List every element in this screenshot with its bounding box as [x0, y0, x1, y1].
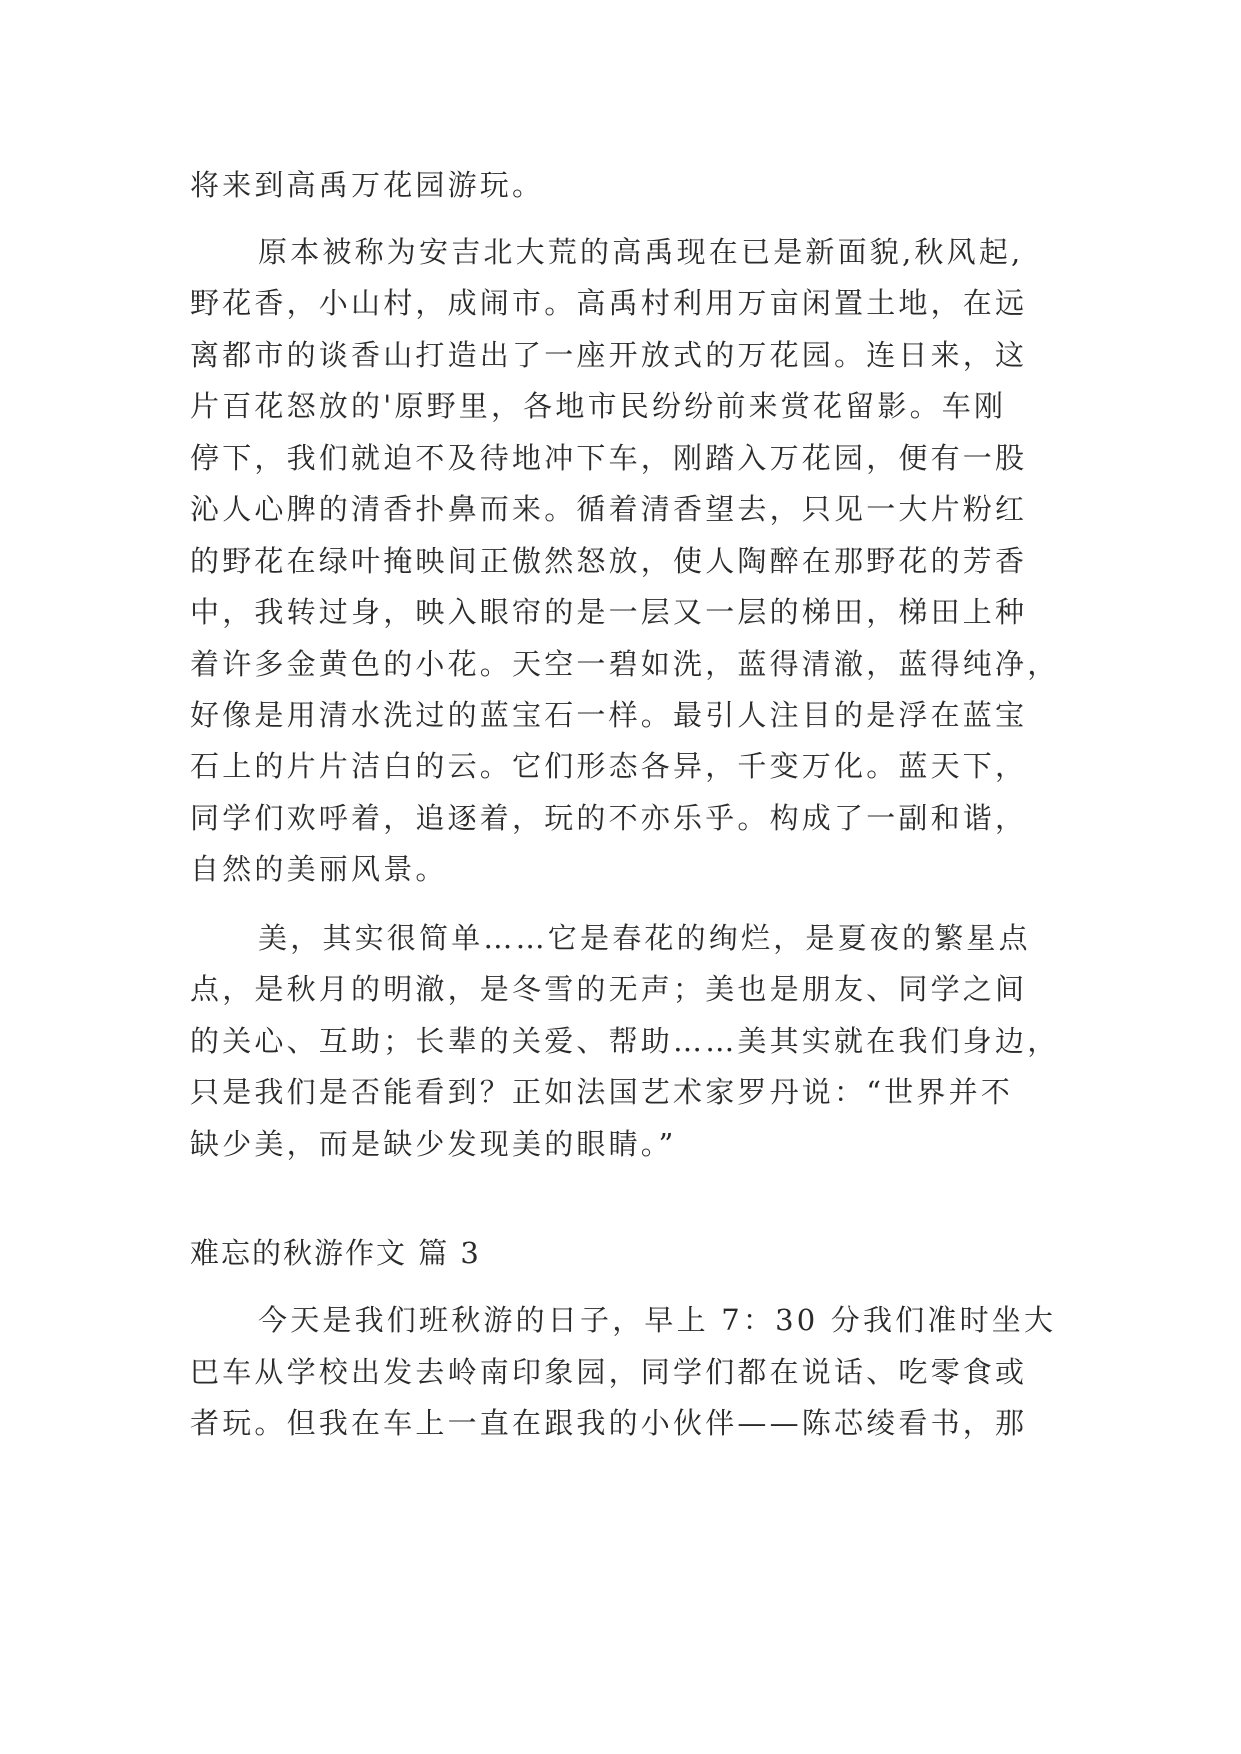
- paragraph-2-line-5: 停下，我们就迫不及待地冲下车，刚踏入万花园，便有一股: [190, 441, 1028, 475]
- paragraph-3-line-2: 点，是秋月的明澈，是冬雪的无声；美也是朋友、同学之间: [190, 972, 1028, 1006]
- paragraph-4-line-1: 今天是我们班秋游的日子，早上 7：30 分我们准时坐大: [258, 1303, 1057, 1337]
- paragraph-2-line-13: 自然的美丽风景。: [190, 852, 448, 886]
- paragraph-2-line-4: 片百花怒放的'原野里，各地市民纷纷前来赏花留影。车刚: [190, 389, 1007, 423]
- paragraph-3-line-5: 缺少美，而是缺少发现美的眼睛。”: [190, 1127, 677, 1161]
- paragraph-2-line-12: 同学们欢呼着，追逐着，玩的不亦乐乎。构成了一副和谐，: [190, 801, 1028, 835]
- paragraph-2-line-6: 沁人心脾的清香扑鼻而来。循着清香望去，只见一大片粉红: [190, 492, 1028, 526]
- paragraph-3-line-1: 美，其实很简单……它是春花的绚烂，是夏夜的繁星点: [258, 921, 1031, 955]
- paragraph-1-line-1: 将来到高禹万花园游玩。: [190, 168, 545, 202]
- paragraph-2-line-10: 好像是用清水洗过的蓝宝石一样。最引人注目的是浮在蓝宝: [190, 698, 1028, 732]
- paragraph-2-line-8: 中，我转过身，映入眼帘的是一层又一层的梯田，梯田上种: [190, 595, 1028, 629]
- paragraph-2-line-9: 着许多金黄色的小花。天空一碧如洗，蓝得清澈，蓝得纯净，: [190, 647, 1060, 681]
- paragraph-2-line-11: 石上的片片洁白的云。它们形态各异，千变万化。蓝天下，: [190, 749, 1028, 783]
- paragraph-2-line-1: 原本被称为安吉北大荒的高禹现在已是新面貌,秋风起,: [258, 235, 1024, 269]
- paragraph-3-line-4: 只是我们是否能看到？正如法国艺术家罗丹说：“世界并不: [190, 1075, 1014, 1109]
- section-heading: 难忘的秋游作文 篇 3: [190, 1236, 481, 1270]
- paragraph-2-line-7: 的野花在绿叶掩映间正傲然怒放，使人陶醉在那野花的芳香: [190, 544, 1028, 578]
- paragraph-3-line-3: 的关心、互助；长辈的关爱、帮助……美其实就在我们身边，: [190, 1024, 1060, 1058]
- paragraph-4-line-3: 者玩。但我在车上一直在跟我的小伙伴——陈芯绫看书，那: [190, 1406, 1028, 1440]
- paragraph-2-line-3: 离都市的谈香山打造出了一座开放式的万花园。连日来，这: [190, 338, 1028, 372]
- paragraph-4-line-2: 巴车从学校出发去岭南印象园，同学们都在说话、吃零食或: [190, 1355, 1028, 1389]
- paragraph-2-line-2: 野花香，小山村，成闹市。高禹村利用万亩闲置土地，在远: [190, 286, 1028, 320]
